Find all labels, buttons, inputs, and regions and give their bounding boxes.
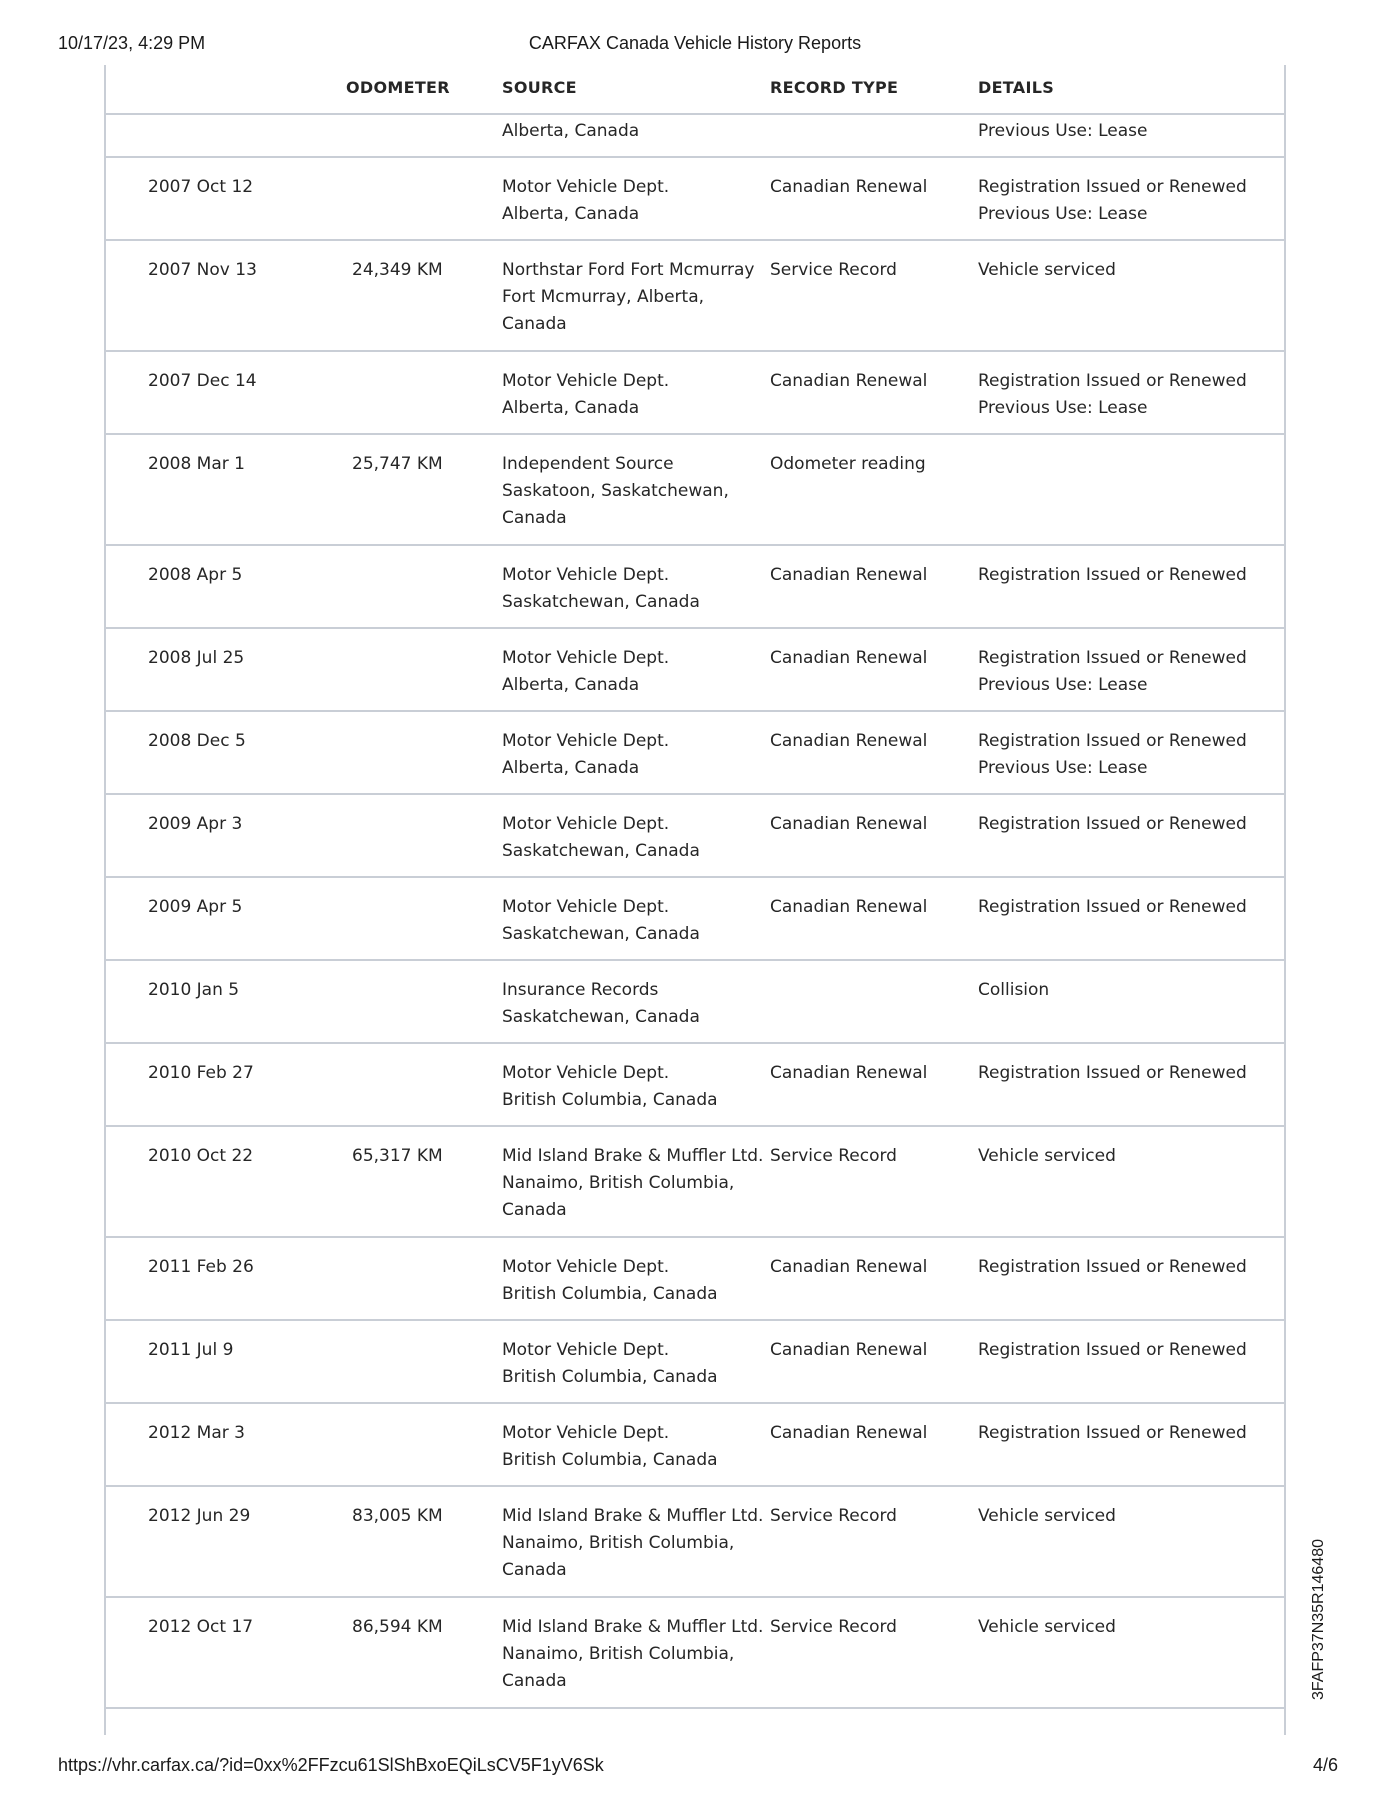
row-details [978, 257, 1116, 284]
row-source-line: Insurance Records [502, 980, 659, 1000]
row-date: 2012 Mar 3 [148, 1423, 245, 1443]
table-row [106, 158, 1284, 241]
row-details [978, 562, 1247, 589]
row-details [978, 1614, 1116, 1641]
row-record-type: Service Record [770, 1617, 897, 1637]
column-header-record-type: RECORD TYPE [770, 78, 899, 97]
row-date: 2011 Jul 9 [148, 1340, 234, 1360]
row-source-line: Mid Island Brake & Muffler Ltd. [502, 1146, 764, 1166]
row-source [502, 728, 767, 782]
row-details-line: Vehicle serviced [978, 260, 1116, 280]
row-details-line: Registration Issued or Renewed [978, 1063, 1247, 1083]
print-header-title: CARFAX Canada Vehicle History Reports [528, 33, 862, 53]
table-row [106, 435, 1284, 546]
row-source-line: Mid Island Brake & Muffler Ltd. [502, 1506, 764, 1526]
row-details-line: Registration Issued or Renewed [978, 177, 1247, 197]
row-source-line: Motor Vehicle Dept. [502, 177, 670, 197]
row-source-line: British Columbia, Canada [502, 1367, 718, 1387]
row-source-line: British Columbia, Canada [502, 1284, 718, 1304]
row-source-line: Saskatchewan, Canada [502, 924, 700, 944]
table-row [106, 1598, 1284, 1709]
row-details [978, 1060, 1247, 1087]
row-details [978, 368, 1247, 422]
row-source-line: Canada [502, 314, 567, 334]
row-source-line: Nanaimo, British Columbia, [502, 1644, 735, 1664]
table-row [106, 352, 1284, 435]
row-source-line: Motor Vehicle Dept. [502, 1257, 670, 1277]
row-details [978, 1143, 1116, 1170]
row-source-line: Canada [502, 1560, 567, 1580]
row-source [502, 174, 767, 228]
row-date: 2012 Oct 17 [148, 1617, 254, 1637]
row-date: 2010 Feb 27 [148, 1063, 254, 1083]
row-record-type: Canadian Renewal [770, 1257, 928, 1277]
table-row [106, 629, 1284, 712]
continued-details: Previous Use: Lease [978, 121, 1148, 141]
vin-side-label: 3FAFP37N35R146480 [1310, 1539, 1327, 1700]
print-header-datetime: 10/17/23, 4:29 PM [58, 33, 206, 53]
row-details-line: Collision [978, 980, 1050, 1000]
row-source-line: Motor Vehicle Dept. [502, 731, 670, 751]
row-source-line: Nanaimo, British Columbia, [502, 1533, 735, 1553]
row-record-type: Canadian Renewal [770, 731, 928, 751]
row-record-type: Service Record [770, 1506, 897, 1526]
row-source-line: Northstar Ford Fort Mcmurray [502, 260, 755, 280]
row-source-line: Alberta, Canada [502, 398, 640, 418]
row-odometer: 65,317 KM [352, 1146, 443, 1166]
row-date: 2008 Dec 5 [148, 731, 246, 751]
row-record-type: Canadian Renewal [770, 897, 928, 917]
table-row [106, 1487, 1284, 1598]
row-source [502, 977, 767, 1031]
row-details-line: Registration Issued or Renewed [978, 648, 1247, 668]
row-record-type: Canadian Renewal [770, 371, 928, 391]
row-details [978, 977, 1049, 1004]
row-source [502, 562, 767, 616]
row-details-line: Vehicle serviced [978, 1506, 1116, 1526]
row-details-line: Previous Use: Lease [978, 758, 1148, 778]
table-row [106, 795, 1284, 878]
row-source-line: Motor Vehicle Dept. [502, 371, 670, 391]
row-details-line: Registration Issued or Renewed [978, 1423, 1247, 1443]
row-source [502, 451, 767, 532]
row-source-line: Alberta, Canada [502, 675, 640, 695]
row-details-line: Registration Issued or Renewed [978, 731, 1247, 751]
row-details [978, 1337, 1247, 1364]
row-record-type: Odometer reading [770, 454, 926, 474]
row-odometer: 86,594 KM [352, 1617, 443, 1637]
row-source-line: Motor Vehicle Dept. [502, 1340, 670, 1360]
row-details-line: Previous Use: Lease [978, 204, 1148, 224]
row-source [502, 1254, 767, 1308]
row-date: 2008 Mar 1 [148, 454, 245, 474]
row-details [978, 894, 1247, 921]
row-source-line: Motor Vehicle Dept. [502, 1063, 670, 1083]
row-source [502, 645, 767, 699]
row-record-type: Canadian Renewal [770, 1340, 928, 1360]
table-row [106, 1404, 1284, 1487]
table-header [106, 65, 1284, 115]
table-row [106, 712, 1284, 795]
row-details-line: Registration Issued or Renewed [978, 565, 1247, 585]
row-record-type: Service Record [770, 260, 897, 280]
table-row [106, 546, 1284, 629]
row-source-line: Fort Mcmurray, Alberta, [502, 287, 705, 307]
row-details-line: Registration Issued or Renewed [978, 814, 1247, 834]
row-odometer: 83,005 KM [352, 1506, 443, 1526]
row-source [502, 368, 767, 422]
row-details-line: Registration Issued or Renewed [978, 1257, 1247, 1277]
row-source-line: Saskatchewan, Canada [502, 1007, 700, 1027]
row-source-line: Saskatoon, Saskatchewan, [502, 481, 729, 501]
row-details-line: Vehicle serviced [978, 1146, 1116, 1166]
row-date: 2012 Jun 29 [148, 1506, 251, 1526]
row-source [502, 894, 767, 948]
row-source-line: Saskatchewan, Canada [502, 592, 700, 612]
row-date: 2008 Jul 25 [148, 648, 245, 668]
row-record-type: Canadian Renewal [770, 1423, 928, 1443]
row-date: 2007 Oct 12 [148, 177, 254, 197]
row-source-line: Nanaimo, British Columbia, [502, 1173, 735, 1193]
table-row [106, 961, 1284, 1044]
row-source-line: Canada [502, 508, 567, 528]
row-details [978, 1254, 1247, 1281]
row-source-line: Independent Source [502, 454, 674, 474]
row-source [502, 1060, 767, 1114]
row-source-line: Alberta, Canada [502, 204, 640, 224]
table-row [106, 241, 1284, 352]
print-footer-url: https://vhr.carfax.ca/?id=0xx%2FFzcu61SlShBxoEQiLsCV5F1yV6Sk [58, 1755, 604, 1775]
row-record-type: Canadian Renewal [770, 648, 928, 668]
row-odometer: 24,349 KM [352, 260, 443, 280]
row-record-type: Canadian Renewal [770, 814, 928, 834]
row-source-line: Canada [502, 1671, 567, 1691]
row-date: 2007 Nov 13 [148, 260, 257, 280]
row-details [978, 1503, 1116, 1530]
row-source-line: Mid Island Brake & Muffler Ltd. [502, 1617, 764, 1637]
row-source [502, 1337, 767, 1391]
row-details [978, 811, 1247, 838]
row-details-line: Previous Use: Lease [978, 675, 1148, 695]
print-footer-page-number: 4/6 [1312, 1755, 1338, 1775]
row-source-line: Motor Vehicle Dept. [502, 1423, 670, 1443]
row-date: 2008 Apr 5 [148, 565, 243, 585]
table-row [106, 1321, 1284, 1404]
row-source-line: Motor Vehicle Dept. [502, 897, 670, 917]
row-details [978, 728, 1247, 782]
row-date: 2009 Apr 5 [148, 897, 243, 917]
continued-row [106, 115, 1284, 158]
table-body [106, 158, 1284, 1709]
row-source-line: Saskatchewan, Canada [502, 841, 700, 861]
row-date: 2010 Oct 22 [148, 1146, 254, 1166]
row-details-line: Vehicle serviced [978, 1617, 1116, 1637]
row-source-line: Canada [502, 1200, 567, 1220]
row-odometer: 25,747 KM [352, 454, 443, 474]
row-source-line: Motor Vehicle Dept. [502, 648, 670, 668]
row-details [978, 174, 1247, 228]
row-record-type: Canadian Renewal [770, 565, 928, 585]
row-details [978, 645, 1247, 699]
row-record-type: Service Record [770, 1146, 897, 1166]
row-date: 2007 Dec 14 [148, 371, 257, 391]
row-details-line: Registration Issued or Renewed [978, 897, 1247, 917]
row-source-line: British Columbia, Canada [502, 1450, 718, 1470]
row-source [502, 1420, 767, 1474]
table-row [106, 1238, 1284, 1321]
row-details-line: Registration Issued or Renewed [978, 371, 1247, 391]
row-details-line: Previous Use: Lease [978, 398, 1148, 418]
table-row [106, 1127, 1284, 1238]
row-source-line: Motor Vehicle Dept. [502, 565, 670, 585]
column-header-source: SOURCE [502, 78, 577, 97]
row-source [502, 1614, 767, 1695]
continued-source: Alberta, Canada [502, 121, 640, 141]
row-details-line: Registration Issued or Renewed [978, 1340, 1247, 1360]
row-source [502, 1503, 767, 1584]
row-details [978, 1420, 1247, 1447]
row-record-type: Canadian Renewal [770, 177, 928, 197]
table-row [106, 1044, 1284, 1127]
row-source-line: Motor Vehicle Dept. [502, 814, 670, 834]
table-row [106, 878, 1284, 961]
column-header-details: DETAILS [978, 78, 1055, 97]
row-source [502, 1143, 767, 1224]
row-date: 2010 Jan 5 [148, 980, 240, 1000]
row-source-line: British Columbia, Canada [502, 1090, 718, 1110]
row-date: 2011 Feb 26 [148, 1257, 254, 1277]
column-header-odometer: ODOMETER [346, 78, 450, 97]
history-table [104, 65, 1286, 1735]
row-record-type: Canadian Renewal [770, 1063, 928, 1083]
row-source [502, 811, 767, 865]
row-source-line: Alberta, Canada [502, 758, 640, 778]
row-date: 2009 Apr 3 [148, 814, 243, 834]
row-source [502, 257, 767, 338]
